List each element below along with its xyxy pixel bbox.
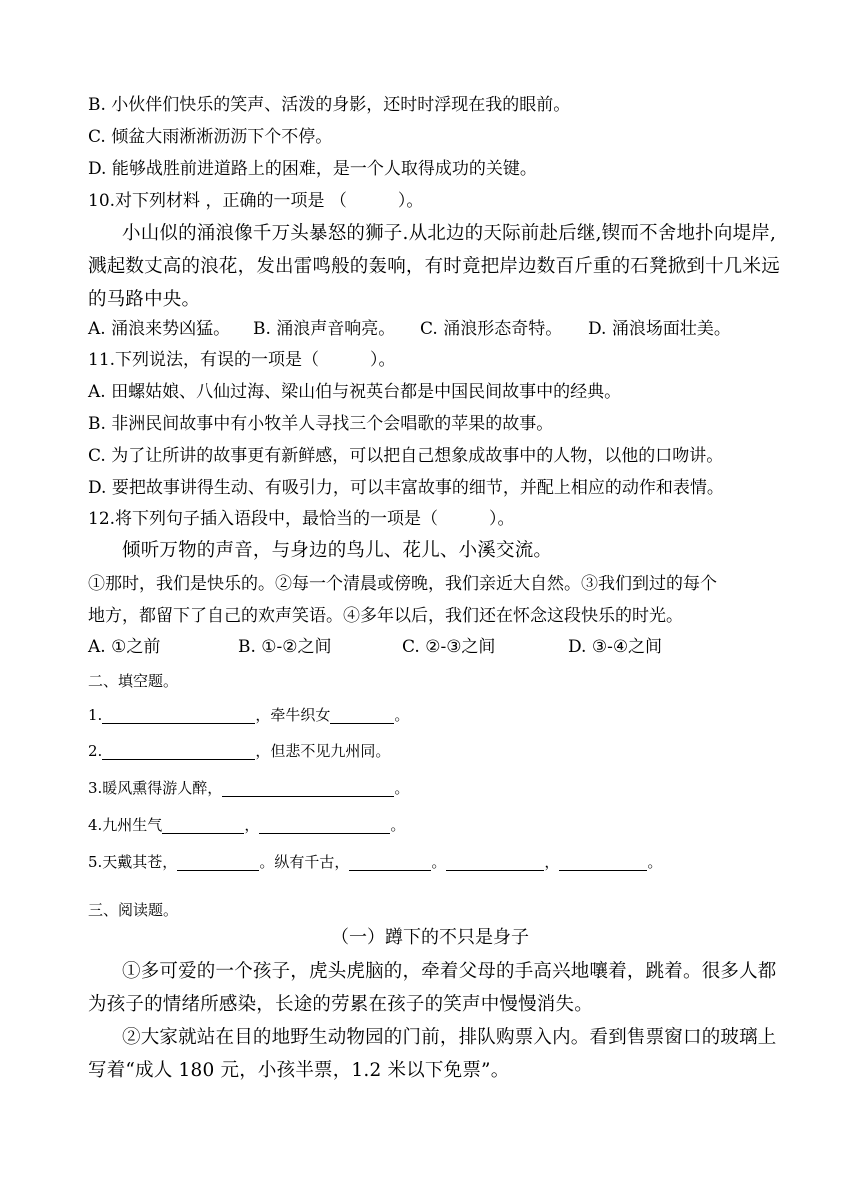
fill-item-3 (88, 775, 409, 801)
answer-blank[interactable] (559, 852, 647, 871)
fill-item-text: 4.九州生气 (88, 816, 163, 834)
q10-option-b: B. 涌浪声音响亮。 (253, 319, 396, 339)
answer-blank[interactable] (330, 705, 394, 724)
q11-option-b: B. 非洲民间故事中有小牧羊人寻找三个会唱歌的苹果的故事。 (88, 414, 554, 434)
q11-option-c: C. 为了让所讲的故事更有新鲜感，可以把自己想象成故事中的人物，以他的口吻讲。 (88, 446, 724, 466)
section2-heading: 二、填空题。 (88, 672, 179, 690)
reading-paragraph-line: ①多可爱的一个孩子，虎头虎脑的，牵着父母的手高兴地嚷着，跳着。很多人都 (122, 961, 777, 982)
q9-option-d: D. 能够战胜前进道路上的困难，是一个人取得成功的关键。 (88, 159, 537, 179)
q9-option-c: C. 倾盆大雨淅淅沥沥下个不停。 (88, 127, 333, 147)
fill-item-text: 3.暖风熏得游人醉， (88, 779, 223, 797)
reading-paragraph-line: ②大家就站在目的地野生动物园的门前，排队购票入内。看到售票窗口的玻璃上 (122, 1027, 777, 1048)
q12-option-d: D. ③-④之间 (568, 637, 663, 657)
q10-passage-line: 小山似的涌浪像千万头暴怒的狮子.从北边的天际前赴后继,锲而不舍地扑向堤岸, (122, 223, 777, 244)
fill-item-text: 。纵有千古， (259, 853, 350, 871)
fill-item-text: 。 (390, 816, 406, 834)
q12-options (88, 634, 662, 660)
fill-item-text: 。 (394, 779, 410, 797)
answer-blank[interactable] (349, 852, 431, 871)
q11-stem: 11.下列说法，有误的一项是（ ）。 (88, 350, 396, 370)
q10-option-d: D. 涌浪场面壮美。 (588, 319, 731, 339)
answer-blank[interactable] (102, 741, 255, 760)
fill-item-text: ，但悲不见九州同。 (255, 742, 391, 760)
fill-item-text: 。 (647, 853, 663, 871)
q12-stem: 12.将下列句子插入语段中，最恰当的一项是（ ）。 (88, 509, 515, 529)
fill-item-5 (88, 849, 662, 875)
answer-blank[interactable] (446, 852, 544, 871)
fill-item-text: ，牵牛织女 (255, 706, 331, 724)
reading-passage-title: （一）蹲下的不只是身子 (331, 927, 529, 948)
fill-item-text: 5.天戴其苍， (88, 853, 178, 871)
q12-option-a: A. ①之前 (88, 637, 161, 657)
reading-paragraph-line: 为孩子的情绪所感染，长途的劳累在孩子的笑声中慢慢消失。 (88, 994, 593, 1015)
q10-options (88, 316, 731, 342)
fill-item-2 (88, 738, 390, 764)
answer-blank[interactable] (177, 852, 259, 871)
q10-stem: 10.对下列材料 ，正确的一项是 （ ）。 (88, 191, 424, 211)
answer-blank[interactable] (222, 778, 394, 797)
answer-blank[interactable] (102, 705, 255, 724)
fill-item-text: 。 (431, 853, 447, 871)
q10-option-a: A. 涌浪来势凶猛。 (88, 319, 231, 339)
q11-option-d: D. 要把故事讲得生动、有吸引力，可以丰富故事的细节，并配上相应的动作和表情。 (88, 478, 724, 498)
fill-item-text: ， (544, 853, 560, 871)
q12-sentence: 倾听万物的声音，与身边的鸟儿、花儿、小溪交流。 (122, 540, 553, 561)
fill-item-text: ， (244, 816, 260, 834)
q10-passage-line: 溅起数丈高的浪花，发出雷鸣般的轰响，有时竟把岸边数百斤重的石凳掀到十几米远 (88, 256, 780, 277)
q9-option-b: B. 小伙伴们快乐的笑声、活泼的身影，还时时浮现在我的眼前。 (88, 95, 571, 115)
q12-option-c: C. ②-③之间 (402, 637, 496, 657)
fill-item-1 (88, 702, 409, 728)
answer-blank[interactable] (259, 815, 390, 834)
q12-option-b: B. ①-②之间 (238, 637, 332, 657)
fill-item-number: 2. (88, 742, 103, 760)
q11-option-a: A. 田螺姑娘、八仙过海、梁山伯与祝英台都是中国民间故事中的经典。 (88, 382, 622, 402)
answer-blank[interactable] (162, 815, 244, 834)
reading-paragraph-line: 写着“成人 180 元，小孩半票，1.2 米以下免票”。 (88, 1060, 510, 1081)
q12-paragraph-line: 地方，都留下了自己的欢声笑语。④多年以后，我们还在怀念这段快乐的时光。 (88, 606, 683, 626)
fill-item-text: 。 (394, 706, 410, 724)
fill-item-number: 1. (88, 706, 103, 724)
q10-passage-line: 的马路中央。 (88, 289, 201, 310)
q12-paragraph-line: ①那时，我们是快乐的。②每一个清晨或傍晚，我们亲近大自然。③我们到过的每个 (88, 574, 717, 594)
fill-item-4 (88, 812, 405, 838)
q10-option-c: C. 涌浪形态奇特。 (420, 319, 563, 339)
section3-heading: 三、阅读题。 (88, 901, 179, 919)
